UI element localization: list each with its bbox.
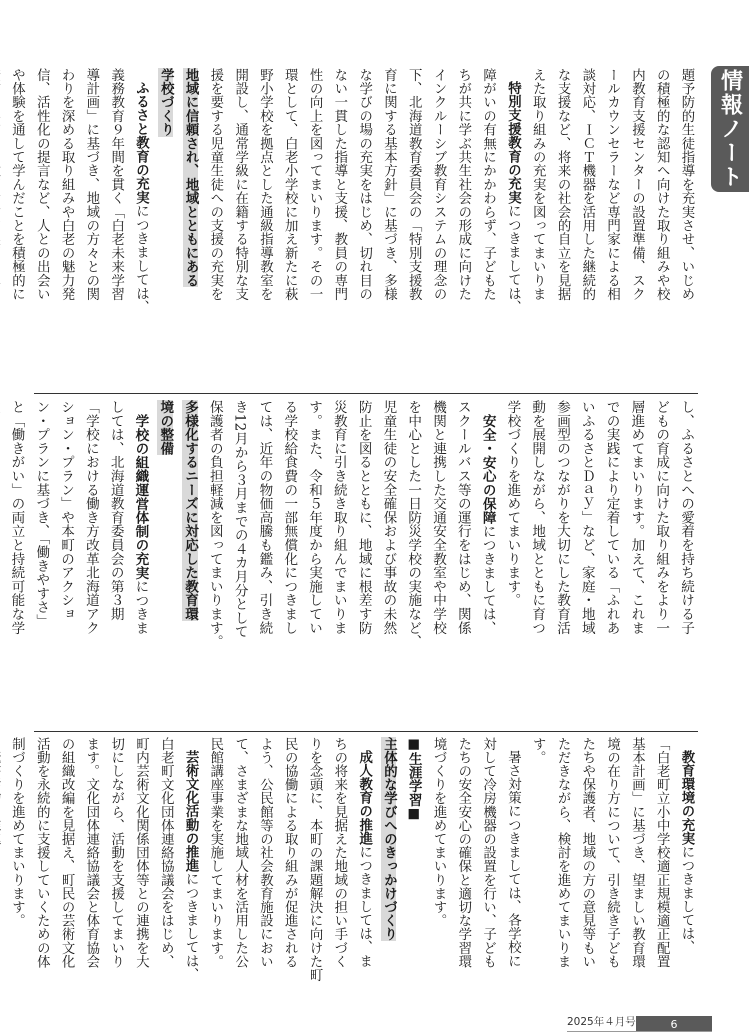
heading-line-2: 学校づくり <box>158 68 174 137</box>
safety-lead: 安全・安心の保障 <box>479 413 496 524</box>
paragraph-lead-line <box>128 400 153 739</box>
text-line: わりを深める取り組みや白老の魅力発 <box>59 68 75 301</box>
band-divider <box>34 393 698 394</box>
text-line: ない一貫した指導と支援、教員の専門 <box>331 68 347 301</box>
band-divider <box>34 731 698 732</box>
text-line: な支援など、将来の社会的自立を見据 <box>555 68 571 301</box>
heading-line-1: 主体的な学びへのきっかけづくり <box>381 737 397 941</box>
text-line: 下、北海道教育委員会の「特別支援教 <box>406 68 422 301</box>
text-line: 制づくりを進めてまいります。 <box>9 737 25 928</box>
text-line: 参画型のつながりを大切にした教育活 <box>554 400 571 635</box>
org-lead: 学校の組織運営体制の充実 <box>132 413 149 580</box>
section-tab <box>711 66 749 192</box>
text-line: しては、北海道教育委員会の第３期 <box>107 400 124 621</box>
text-line: 性の向上を図ってまいります。その一 <box>307 68 323 301</box>
text-line: ールカウンセラーなど専門家による相 <box>604 68 620 301</box>
lead-rest: につきましては、 <box>479 524 496 635</box>
text-line: な学びの場の充実をはじめ、切れ目の <box>356 68 372 301</box>
text-line: 民の協働による取り組みが促進される <box>282 737 298 969</box>
text-line: スクールバス等の運行をはじめ、関係 <box>454 400 471 635</box>
text-line: ます。文化団体連絡協議会と体育協会 <box>83 737 99 969</box>
text-line: 機関と連携した交通安全教室や中学校 <box>430 400 447 635</box>
text-line: す。 <box>530 737 546 765</box>
text-line: 保護者の負担軽減を図ってまいります。 <box>206 400 223 649</box>
text-line: 層進めてまいります。加えて、これま <box>628 400 645 635</box>
text-line: の積極的な認知へ向けた取り組みや校 <box>654 68 670 301</box>
text-line: 暑さ対策につきましては、各学校に <box>505 750 521 968</box>
section-marker <box>400 737 425 1010</box>
text-line: 基本計画」に基づき、望ましい教育環 <box>629 737 645 969</box>
text-line: 義務教育９年間を貫く「白老未来学習 <box>108 68 124 301</box>
text-line: 災教育に引き続き取り組んでまいりま <box>330 400 347 635</box>
footer-rule <box>567 1031 712 1032</box>
text-line: 対して冷房機器の設置を行い、子ども <box>480 737 496 969</box>
paragraph-lead-line <box>475 400 500 739</box>
section-heading <box>152 400 177 725</box>
paragraph-lead-line <box>177 737 202 1023</box>
paragraph-lead-line <box>500 68 525 401</box>
text-line: りを念頭に、本町の課題解決に向けた町 <box>307 737 323 982</box>
lead-rest: につきましては、 <box>505 204 521 315</box>
lead-rest: につきましては、 <box>133 204 149 315</box>
text-band-2 <box>8 400 698 725</box>
text-line: 題予防的生徒指導を充実させ、いじめ <box>679 68 694 301</box>
text-line: ては、近年の物価高騰も鑑み、引き続 <box>256 400 273 635</box>
text-line: どもの育成に向けた取り組みをより一 <box>653 400 670 635</box>
text-line: す。また、令和５年度から実施してい <box>306 400 323 635</box>
text-line: 談対応、ＩＣＴ機器を活用した継続的 <box>579 68 595 301</box>
text-line: き12月から３月までの４カ月分として <box>231 400 248 639</box>
section-heading <box>376 737 401 1010</box>
heading-line-1: 地域に信頼され、地域とともにある <box>183 68 199 288</box>
text-line: ション・プラン」や本町のアクショ <box>58 400 75 621</box>
section-heading <box>152 68 177 388</box>
lead-rest: につきましては、 <box>183 872 199 982</box>
text-line: 児童生徒の安全確保および事故の未然 <box>380 400 397 635</box>
heading-line-2: 境の整備 <box>157 400 174 456</box>
text-line: 活動を永続的に支援していくための体 <box>34 737 50 969</box>
text-line: 援を要する児童生徒への支援の充実を <box>207 68 223 301</box>
section-heading <box>177 68 202 388</box>
text-line: ただきながら、検討を進めてまいりま <box>555 737 571 969</box>
text-line: 内教育支援センターの設置準備、スク <box>629 68 645 301</box>
text-line: えた取り組みの充実を図ってまいりま <box>530 68 546 301</box>
page-number: 6 <box>670 1017 678 1031</box>
text-band-1 <box>9 68 698 388</box>
section-tab-label: 情報ノート <box>717 69 743 189</box>
text-line: 町内芸術文化関係団体等との連携を大 <box>133 737 149 969</box>
text-line: と「働きがい」の両立と持続可能な学 <box>8 400 25 635</box>
text-line: や体験を通して学んだことを積極的に <box>9 68 25 301</box>
text-line: 動を展開しながら、地域とともに育つ <box>529 400 546 635</box>
text-line: たちの安全安心の確保と適切な学習環 <box>455 737 471 969</box>
adult-education-lead: 成人教育の推進 <box>356 750 372 846</box>
special-support-lead: 特別支援教育の充実 <box>505 81 521 205</box>
furusato-lead: ふるさと教育の充実 <box>133 81 149 205</box>
text-line: 白老町文化団体連絡協議会をはじめ、 <box>158 737 174 969</box>
text-line: 導計画」に基づき、地域の方々との関 <box>83 68 99 301</box>
lead-rest: につきま <box>132 579 149 635</box>
text-line: いふるさとＤａｙ」など、家庭・地域 <box>578 400 595 635</box>
text-line: し、ふるさとへの愛着を持ち続ける子 <box>678 400 694 635</box>
text-line: よう、公民館等の社会教育施設におい <box>257 737 273 969</box>
environment-lead: 教育環境の充実 <box>679 750 694 846</box>
text-line: を中心とした一日防災学校の実施など、 <box>405 400 422 649</box>
text-line: 育に関する基本方針」に基づき、多様 <box>381 68 397 301</box>
text-line: 信、活性化の提言など、人との出会い <box>34 68 50 301</box>
lifelong-learning-marker: ■生涯学習■ <box>406 737 422 822</box>
text-line: ン・プランに基づき、「働きやすさ」 <box>33 400 50 628</box>
text-line: 境の在り方について、引き続き子ども <box>604 737 620 969</box>
text-line: 環として、白老小学校に加え新たに萩 <box>282 68 298 301</box>
text-line: インクルーシブ教育システムの理念の <box>431 68 447 301</box>
text-line: 境づくりを進めてまいります。 <box>431 737 447 928</box>
text-line: 学校づくりを進めてまいります。 <box>504 400 521 607</box>
page-number-bar <box>636 1016 712 1032</box>
text-line: ちの将来を見据えた地域の担い手づく <box>331 737 347 969</box>
lead-rest: につきましては、ま <box>356 845 372 968</box>
text-line: 「学校における働き方改革北海道アク <box>82 400 99 635</box>
text-line: 野小学校を拠点とした通級指導教室を <box>257 68 273 301</box>
paragraph-lead-line <box>351 737 376 1023</box>
text-line: たちや保護者、地域の方の意見等もい <box>579 737 595 969</box>
paragraph-lead-line <box>673 737 698 1023</box>
issue-date: 2025年４月号 <box>567 1016 636 1028</box>
text-band-3 <box>9 737 698 1010</box>
heading-line-1: 多様化するニーズに対応した教育環 <box>182 400 199 621</box>
text-line: の組織改編を見据え、町民の芸術文化 <box>59 737 75 969</box>
text-line: 障がいの有無にかかわらず、子どもた <box>480 68 496 301</box>
text-line: 開設し、通常学級に在籍する特別な支 <box>232 68 248 301</box>
paragraph-lead-line <box>128 68 153 401</box>
lead-rest: につきましては、 <box>679 845 694 955</box>
section-heading <box>177 400 202 725</box>
arts-culture-lead: 芸術文化活動の推進 <box>183 750 199 873</box>
text-line: て、さまざまな地域人材を活用した公 <box>232 737 248 969</box>
text-line: 「白老町立小中学校適正規模適正配置 <box>654 737 670 969</box>
text-line: る学校給食費の一部無償化につきまし <box>281 400 298 635</box>
text-line: 民館講座事業を実施してまいります。 <box>207 737 223 969</box>
text-line: 切にしながら、活動を支援してまいり <box>108 737 124 969</box>
text-line: 防止を図るとともに、地域に根差す防 <box>355 400 372 635</box>
text-line: での実践により定着している「ふれあ <box>603 400 620 635</box>
text-line: ちが共に学ぶ共生社会の形成に向けた <box>455 68 471 301</box>
